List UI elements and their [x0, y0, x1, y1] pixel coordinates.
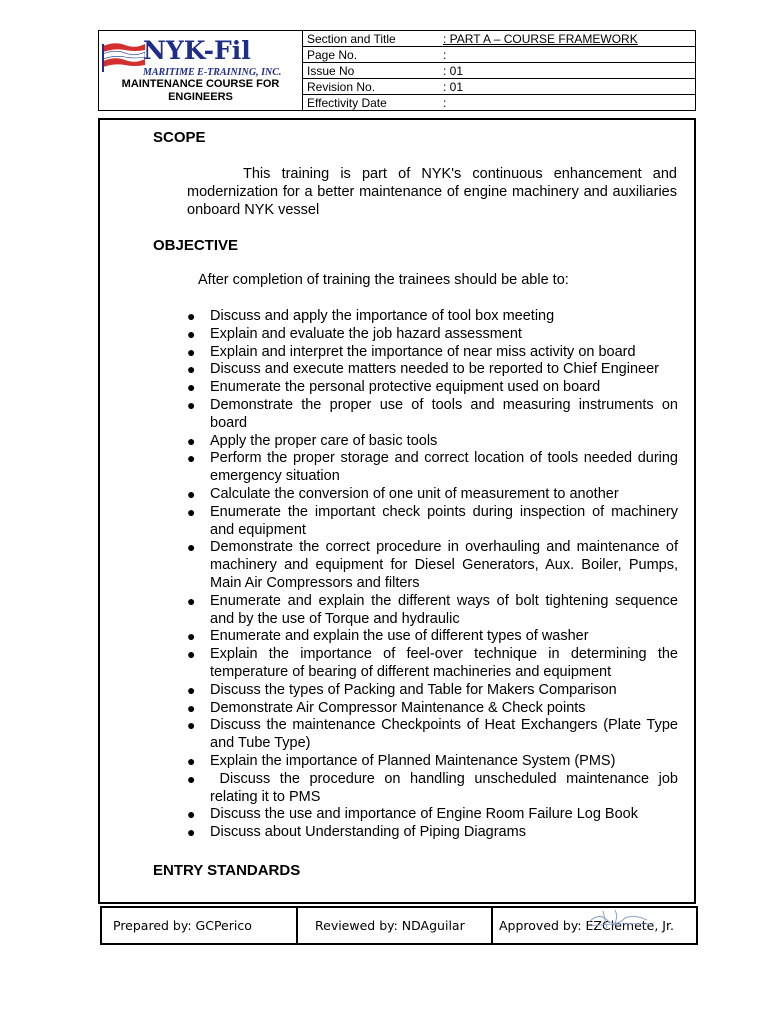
- objective-text: Discuss the types of Packing and Table for Makers Comparison: [210, 681, 617, 698]
- list-item: [186, 433, 678, 451]
- approval-footer: [100, 906, 698, 945]
- list-item: [186, 326, 678, 344]
- bullet-icon: ●: [187, 325, 196, 342]
- bullet-icon: ●: [187, 824, 196, 841]
- flag-icon: [101, 40, 145, 74]
- info-label: Issue No: [307, 63, 355, 78]
- list-item: [186, 771, 678, 807]
- info-row-issue: [303, 63, 695, 79]
- objective-text: Demonstrate the correct procedure in overhauling and maintenance of machinery and equipment for Diesel Generators, Aux. Boiler, Pumps, Main Air Compressors and filters: [210, 539, 678, 591]
- info-label: Revision No.: [307, 79, 376, 94]
- list-item: [186, 682, 678, 700]
- logo-cell: [99, 31, 303, 110]
- list-item: [186, 504, 678, 540]
- list-item: [186, 806, 678, 824]
- list-item: [186, 361, 678, 379]
- bullet-icon: ●: [187, 485, 196, 502]
- objective-text: Discuss about Understanding of Piping Diagrams: [210, 824, 526, 841]
- list-item: [186, 344, 678, 362]
- objective-text: Enumerate the important check points during inspection of machinery and equipment: [210, 503, 678, 538]
- info-value: : 01: [443, 79, 464, 94]
- objective-text: Explain the importance of feel-over technique in determining the temperature of bearing of different machineries and equipment: [210, 646, 678, 680]
- bullet-icon: ●: [187, 432, 196, 449]
- objective-text: Discuss the use and importance of Engine Room Failure Log Book: [210, 806, 638, 823]
- info-value: : 01: [443, 63, 464, 78]
- objective-text: Discuss and apply the importance of tool box meeting: [210, 308, 555, 324]
- bullet-icon: ●: [187, 628, 196, 645]
- document-header: [98, 30, 696, 111]
- bullet-icon: ●: [187, 646, 196, 663]
- list-item: [186, 308, 678, 326]
- objective-intro: After completion of training the trainees should be able to:: [198, 272, 569, 288]
- objective-text: Demonstrate the proper use of tools and measuring instruments on board: [210, 396, 678, 431]
- list-item: [186, 628, 678, 646]
- objective-text: Apply the proper care of basic tools: [210, 432, 438, 449]
- list-item: [186, 824, 678, 842]
- prepared-by-cell: [102, 908, 298, 943]
- list-item: [186, 717, 678, 753]
- bullet-icon: ●: [187, 770, 196, 787]
- scope-heading: SCOPE: [153, 129, 206, 146]
- bullet-icon: ●: [187, 308, 196, 324]
- objective-text: Enumerate and explain the use of different types of washer: [210, 628, 589, 645]
- bullet-icon: ●: [187, 450, 196, 467]
- objective-text: Perform the proper storage and correct location of tools needed during emergency situation: [210, 450, 678, 485]
- reviewed-by-cell: [298, 908, 493, 943]
- bullet-icon: ●: [187, 717, 196, 734]
- info-row-section: [303, 31, 695, 47]
- scope-paragraph: [187, 165, 677, 219]
- document-body: [98, 118, 696, 904]
- prepared-by: Prepared by: GCPerico: [113, 918, 252, 933]
- objective-text: Explain and interpret the importance of near miss activity on board: [210, 343, 636, 360]
- bullet-icon: ●: [187, 699, 196, 716]
- info-value: : PART A – COURSE FRAMEWORK: [443, 31, 638, 46]
- info-row-revision: [303, 79, 695, 95]
- objective-text: Enumerate and explain the different ways of bolt tightening sequence and by the use of Torque and hydraulic: [210, 592, 678, 627]
- list-item: [186, 753, 678, 771]
- logo-subtitle: MARITIME E-TRAINING, INC.: [143, 67, 282, 78]
- bullet-icon: ●: [187, 681, 196, 698]
- info-row-page: [303, 47, 695, 63]
- bullet-icon: ●: [187, 379, 196, 396]
- list-item: [186, 450, 678, 486]
- course-title-line1: MAINTENANCE COURSE FOR: [121, 78, 280, 90]
- bullet-icon: ●: [187, 752, 196, 769]
- objective-heading: OBJECTIVE: [153, 237, 239, 254]
- list-item: [186, 646, 678, 682]
- info-row-effectivity: [303, 95, 695, 110]
- info-label: Section and Title: [307, 31, 396, 46]
- approved-by-cell: [493, 908, 696, 943]
- objective-text: Discuss the procedure on handling unscheduled maintenance job relating it to PMS: [210, 770, 678, 805]
- objective-text: Explain and evaluate the job hazard assessment: [210, 325, 522, 342]
- entry-standards-heading: ENTRY STANDARDS: [153, 862, 301, 879]
- signature-icon: [585, 908, 655, 930]
- info-label: Effectivity Date: [307, 95, 387, 110]
- bullet-icon: ●: [187, 361, 196, 378]
- objective-text: Explain the importance of Planned Maintenance System (PMS): [210, 752, 616, 769]
- list-item: [186, 593, 678, 629]
- scope-text: This training is part of NYK's continuous enhancement and modernization for a better maintenance of engine machinery and auxiliaries onboard NYK vessel: [187, 166, 677, 218]
- company-logo: [101, 34, 299, 78]
- objective-text: Calculate the conversion of one unit of measurement to another: [210, 485, 619, 502]
- list-item: [186, 486, 678, 504]
- objective-text: Demonstrate Air Compressor Maintenance & Check points: [210, 699, 586, 716]
- info-value: :: [443, 47, 447, 62]
- list-item: [186, 397, 678, 433]
- bullet-icon: ●: [187, 539, 196, 556]
- bullet-icon: ●: [187, 503, 196, 520]
- list-item: [186, 379, 678, 397]
- bullet-icon: ●: [187, 343, 196, 360]
- bullet-icon: ●: [187, 806, 196, 823]
- reviewed-by: Reviewed by: NDAguilar: [315, 918, 465, 933]
- course-title: [99, 78, 302, 104]
- list-item: [186, 700, 678, 718]
- bullet-icon: ●: [187, 592, 196, 609]
- info-value: :: [443, 95, 447, 110]
- objective-text: Discuss and execute matters needed to be reported to Chief Engineer: [210, 361, 659, 378]
- objective-text: Discuss the maintenance Checkpoints of Heat Exchangers (Plate Type and Tube Type): [210, 717, 678, 752]
- course-title-line2: ENGINEERS: [168, 91, 233, 103]
- logo-wordmark: NYK-Fil: [143, 36, 251, 65]
- document-info-table: [303, 31, 695, 110]
- approved-by: Approved by: EZClemete, Jr.: [499, 918, 674, 933]
- info-label: Page No.: [307, 47, 358, 62]
- bullet-icon: ●: [187, 396, 196, 413]
- list-item: [186, 539, 678, 592]
- objective-list: [186, 308, 678, 842]
- objective-text: Enumerate the personal protective equipment used on board: [210, 379, 601, 396]
